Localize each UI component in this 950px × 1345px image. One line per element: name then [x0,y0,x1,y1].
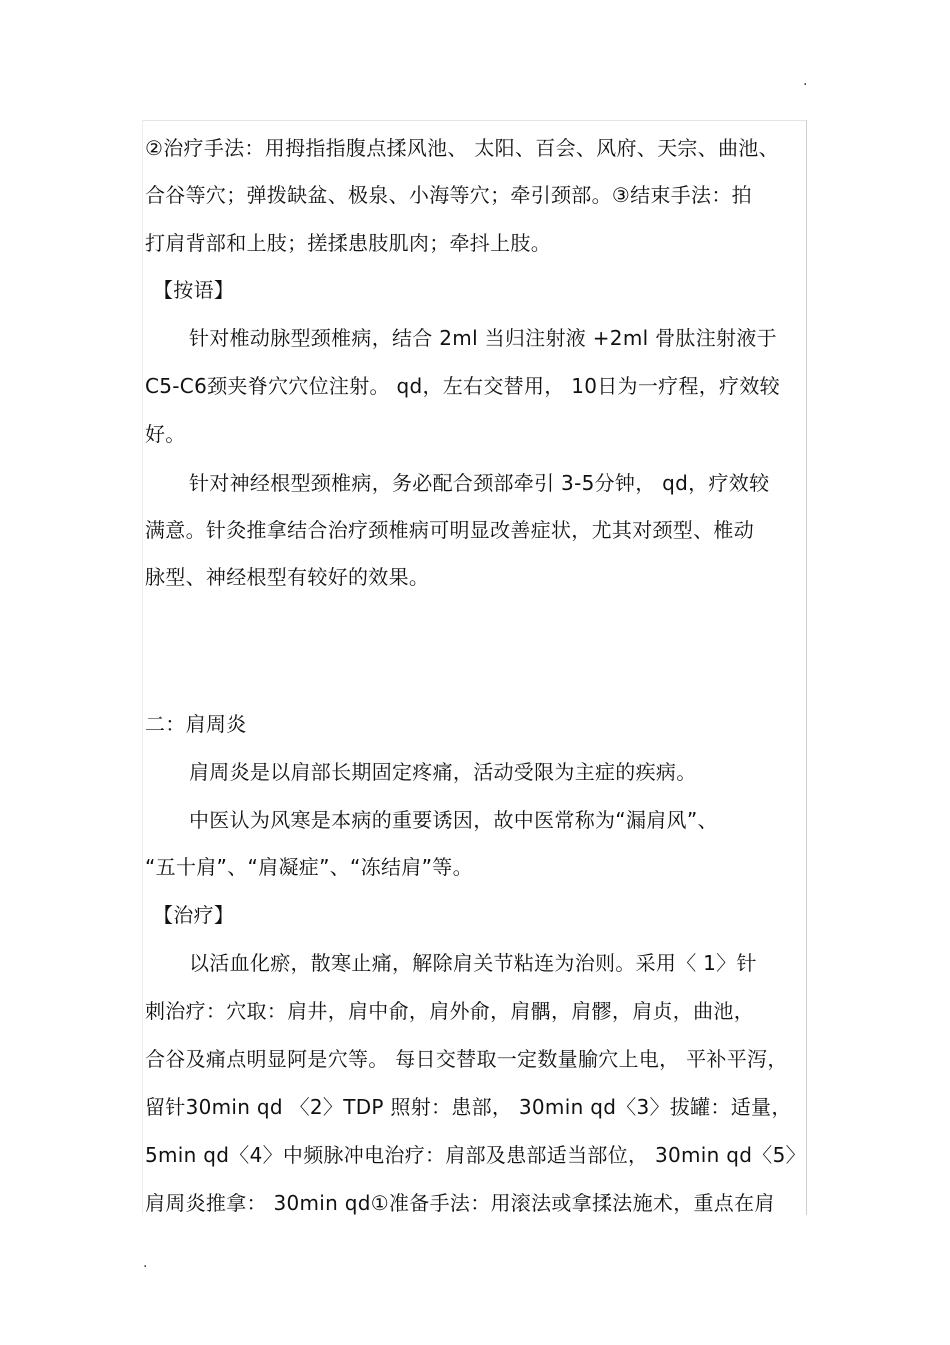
text-line: “五十肩”、“肩凝症”、“冻结肩”等。 [145,855,473,879]
text-line: C5-C6颈夹脊穴穴位注射。 qd，左右交替用， 10日为一疗程，疗效较 [145,374,780,398]
text-line: ②治疗手法：用拇指指腹点揉风池、 太阳、百会、风府、天宗、曲池、 [145,136,779,160]
text-line: 打肩背部和上肢；搓揉患肢肌肉；牵抖上肢。 [145,231,551,255]
text-line: 合谷等穴；弹拨缺盆、极泉、小海等穴；牵引颈部。③结束手法：拍 [145,183,752,207]
corner-mark-bottom: . [143,1255,148,1271]
text-line: 好。 [145,422,186,446]
text-line: 合谷及痛点明显阿是穴等。 每日交替取一定数量腧穴上电， 平补平泻， [145,1047,788,1071]
text-line: 满意。针灸推拿结合治疗颈椎病可明显改善症状，尤其对颈型、椎动 [145,518,754,542]
text-line: 刺治疗：穴取：肩井，肩中俞，肩外俞，肩髃，肩髎，肩贞，曲池， [145,999,754,1023]
text-line: 针对神经根型颈椎病，务必配合颈部牵引 3-5分钟， qd，疗效较 [189,471,770,495]
page-frame-right-border [806,120,807,1215]
section-heading-shoulder: 二：肩周炎 [145,712,247,736]
section-heading-treatment: 【治疗】 [153,903,235,927]
corner-mark-top: . [803,73,808,89]
text-line: 肩周炎推拿： 30min qd①准备手法：用滚法或拿揉法施术，重点在肩 [145,1191,775,1215]
text-line: 中医认为风寒是本病的重要诱因，故中医常称为“漏肩风”、 [189,808,718,832]
text-line: 针对椎动脉型颈椎病，结合 2ml 当归注射液 +2ml 骨肽注射液于 [189,326,777,350]
text-line: 留针30min qd 〈2〉TDP 照射：患部， 30min qd〈3〉拔罐：适量， [145,1095,792,1119]
page-frame-left-border [142,120,143,1215]
page-frame-top-border [143,120,807,121]
text-line: 以活血化瘀，散寒止痛，解除肩关节粘连为治则。采用〈 1〉针 [189,951,757,975]
text-line: 5min qd〈4〉中频脉冲电治疗：肩部及患部适当部位， 30min qd〈5〉 [145,1143,806,1167]
text-line: 肩周炎是以肩部长期固定疼痛，活动受限为主症的疾病。 [189,760,697,784]
text-line: 脉型、神经根型有较好的效果。 [145,565,430,589]
section-heading-note: 【按语】 [153,278,235,302]
